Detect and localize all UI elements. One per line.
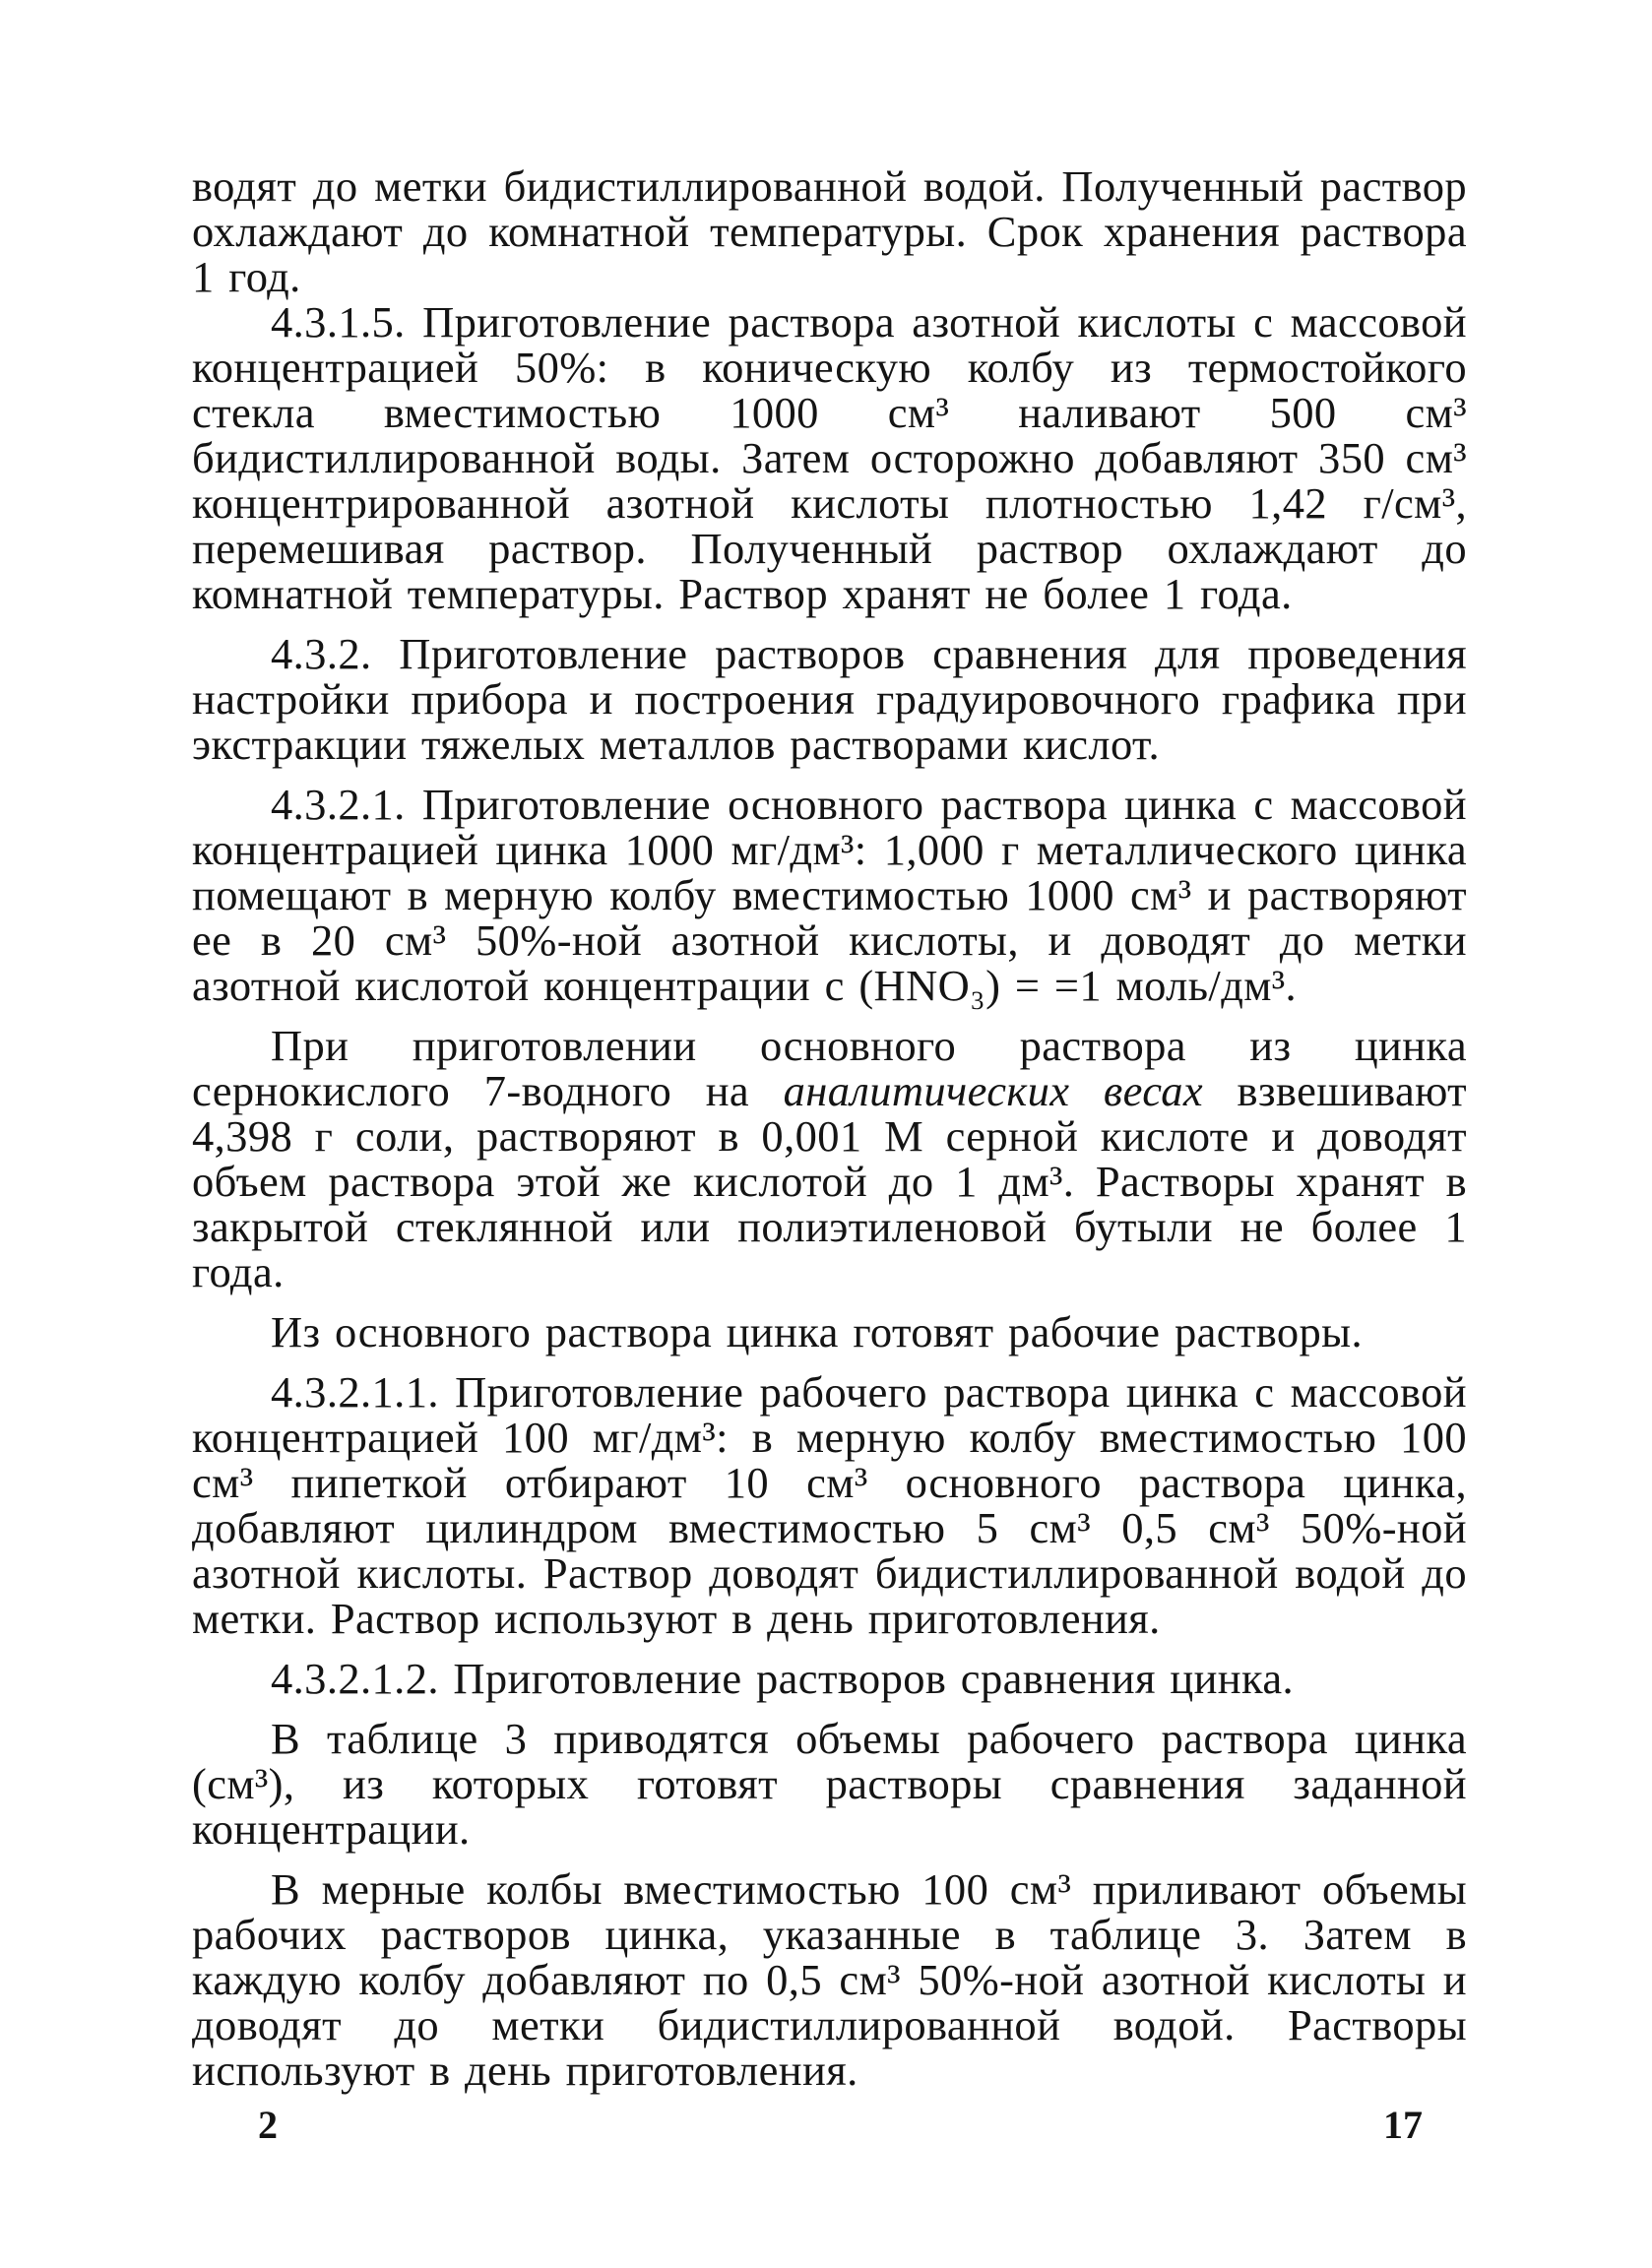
paragraph-continuation: водят до метки бидистиллированной водой. Полученный раствор охлаждают до комнатной температуры. Срок хранения раствора 1 год.: [192, 161, 1467, 301]
paragraph-4-3-1-5: 4.3.1.5. Приготовление раствора азотной кислоты с массовой концентрацией 50%: в коническую колбу из термостойкого стекла вместимостью 1000 см³ наливают 500 см³ бидистиллированной воды. Затем осторожно добавляют 350 см³ концентрированной азотной кислоты плотностью 1,42 г/см³, перемешивая раствор. Полученный раствор охлаждают до комнатной температуры. Раствор хранят не более 1 года.: [192, 297, 1467, 618]
signature-mark: 2: [258, 2103, 278, 2147]
paragraph-4-3-2-1: 4.3.2.1. Приготовление основного раствора цинка с массовой концентрацией цинка 1000 мг/дм³: 1,000 г металлического цинка помещают в мерную колбу вместимостью 1000 см³ и растворяют ее в 20 см³ 50%-ной азотной кислоты, и доводят до метки азотной кислотой концентрации с (HNO₃) = =1 моль/дм³.: [192, 780, 1467, 1010]
body-text: [192, 163, 1467, 2093]
page-number: 17: [1383, 2103, 1423, 2147]
paragraph-4-3-2: 4.3.2. Приготовление растворов сравнения для проведения настройки прибора и построения градуировочного графика при экстракции тяжелых металлов растворами кислот.: [192, 629, 1467, 769]
paragraph-4-3-2-1-1: 4.3.2.1.1. Приготовление рабочего раствора цинка с массовой концентрацией 100 мг/дм³: в мерную колбу вместимостью 100 см³ пипеткой отбирают 10 см³ основного раствора цинка, добавляют цилиндром вместимостью 5 см³ 0,5 см³ 50%-ной азотной кислоты. Раствор доводят бидистиллированной водой до метки. Раствор используют в день приготовления.: [192, 1367, 1467, 1643]
paragraph-table-3: В таблице 3 приводятся объемы рабочего раствора цинка (см³), из которых готовят растворы сравнения заданной концентрации.: [192, 1714, 1467, 1854]
paragraph-zinc-sulfate: [192, 1023, 1467, 1294]
paragraph-4-3-2-1-2: 4.3.2.1.2. Приготовление растворов сравнения цинка.: [271, 1654, 1295, 1703]
zinc-sulfate-text-end: взвешивают 4,398 г соли, растворяют в 0,001 М серной кислоте и доводят объем раствора этой же кислотой до 1 дм³. Растворы хранят в закрытой стеклянной или полиэтиленовой бутыли не более 1 года.: [192, 1066, 1467, 1296]
paragraph-flasks: В мерные колбы вместимостью 100 см³ приливают объемы рабочих растворов цинка, указанные в таблице 3. Затем в каждую колбу добавляют по 0,5 см³ 50%-ной азотной кислоты и доводят до метки бидистиллированной водой. Растворы используют в день приготовления.: [192, 1864, 1467, 2095]
emphasized-term: аналитических весах: [783, 1066, 1204, 1115]
paragraph-working-solutions: Из основного раствора цинка готовят рабочие растворы.: [271, 1307, 1363, 1356]
zinc-sulfate-text-start: При приготовлении основного раствора из цинка сернокислого 7-водного на: [192, 1021, 1467, 1115]
